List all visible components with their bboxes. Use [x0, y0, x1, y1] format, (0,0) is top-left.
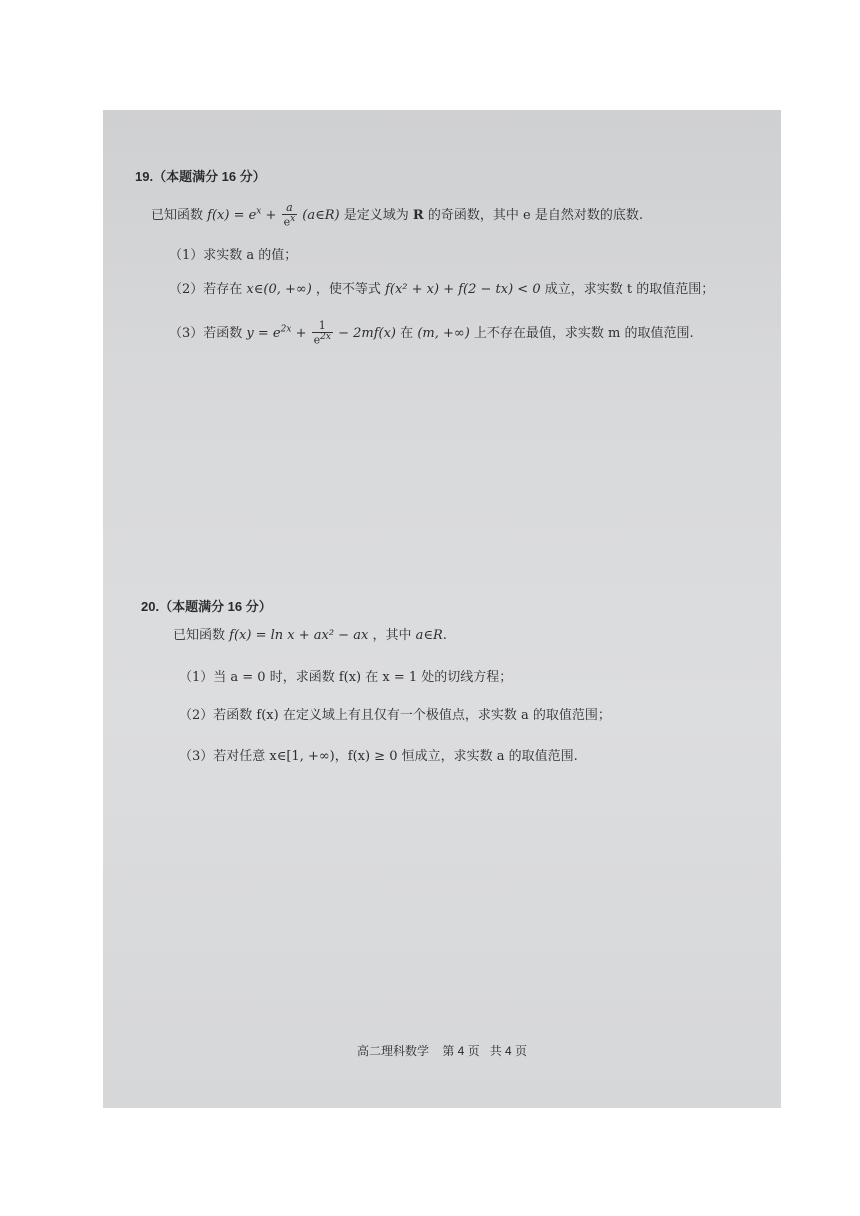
q19-part3-frac-den-base: e — [313, 333, 321, 347]
q19-frac-den — [282, 215, 298, 229]
q19-part2 — [169, 281, 714, 299]
q20-intro-end: . — [442, 628, 447, 643]
q19-frac-num: a — [282, 202, 298, 215]
q19-frac-den-sup: x — [290, 214, 296, 225]
q20-intro — [173, 627, 447, 645]
q20-intro-cond: a∈R — [415, 628, 443, 643]
q19-part3-frac-num: 1 — [312, 320, 333, 333]
q19-intro-plus: + — [265, 207, 277, 223]
q20-intro-post: ，其中 — [372, 628, 412, 643]
q19-part2-math2: f(x² + x) + f(2 − tx) < 0 — [385, 282, 541, 297]
q19-part3-mid: 在 — [400, 325, 414, 341]
footer-page: 第 4 页 — [442, 1044, 480, 1058]
q19-part3-math-a: y = e — [246, 325, 281, 341]
q19-part2-pre: （2）若存在 — [169, 282, 243, 297]
q20-part3: （3）若对任意 x∈[1, +∞)，f(x) ≥ 0 恒成立，求实数 a 的取值范围. — [179, 749, 578, 764]
q19-part1: （1）求实数 a 的值； — [169, 248, 298, 263]
footer-total: 共 4 页 — [489, 1044, 528, 1058]
q19-intro-R: R — [412, 207, 424, 223]
q19-part3-pre: （3）若函数 — [169, 325, 243, 341]
footer-subject: 高二理科数学 — [356, 1044, 429, 1058]
q19-part2-math1: x∈(0, +∞) — [246, 282, 312, 297]
q19-part3-fraction — [312, 320, 333, 347]
q19-part3-math-c: (m, +∞) — [417, 325, 470, 341]
exam-page — [103, 110, 781, 1108]
q20-header: 20.（本题满分 16 分） — [141, 599, 272, 614]
q19-intro-post: 是定义域为 — [343, 207, 409, 223]
q20-part1: （1）当 a = 0 时，求函数 f(x) 在 x = 1 处的切线方程； — [179, 670, 513, 685]
q19-part2-post: 成立，求实数 t 的取值范围； — [544, 282, 715, 297]
q19-part3-plus: + — [295, 325, 307, 341]
q19-intro-cond: (a∈R) — [302, 207, 340, 223]
q19-part2-mid: ，使不等式 — [315, 282, 381, 297]
q19-part3 — [169, 320, 694, 347]
q19-intro-sup: x — [256, 206, 262, 217]
q19-fraction — [282, 202, 298, 229]
q20-part2: （2）若函数 f(x) 在定义域上有且仅有一个极值点，求实数 a 的取值范围； — [179, 708, 611, 723]
q20-intro-math: f(x) = ln x + ax² − ax — [229, 628, 369, 643]
q19-part3-sup: 2x — [280, 324, 292, 335]
q19-part3-frac-den-sup: 2x — [320, 332, 331, 343]
q19-intro — [151, 202, 643, 229]
q19-intro-func: f(x) = e — [207, 207, 257, 223]
q19-header: 19.（本题满分 16 分） — [135, 169, 266, 184]
page-footer — [103, 1042, 781, 1059]
q19-part3-post: 上不存在最值，求实数 m 的取值范围. — [473, 325, 694, 341]
q19-part3-frac-den — [312, 333, 333, 347]
q19-frac-den-base: e — [283, 215, 291, 229]
q20-intro-pre: 已知函数 — [173, 628, 226, 643]
q19-intro-pre: 已知函数 — [151, 207, 204, 223]
q19-intro-tail: 的奇函数，其中 e 是自然对数的底数. — [427, 207, 643, 223]
q19-part3-math-b: − 2mf(x) — [338, 325, 397, 341]
